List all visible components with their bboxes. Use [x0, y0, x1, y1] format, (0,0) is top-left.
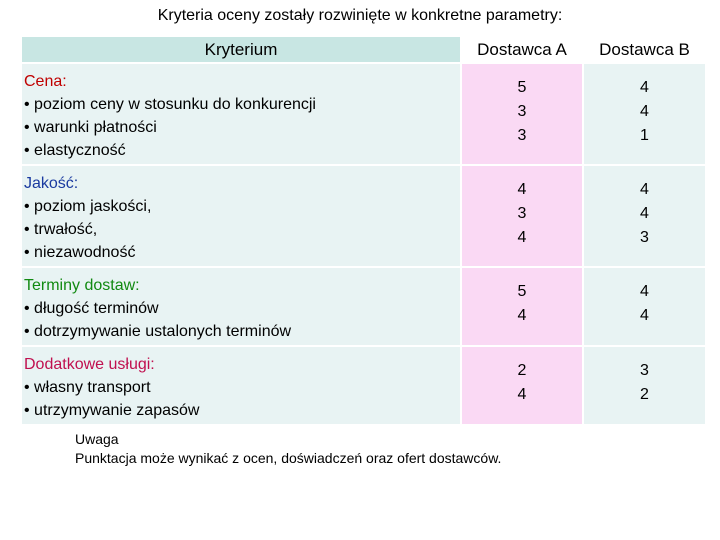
table-row: [22, 64, 705, 164]
score: 4: [517, 307, 527, 324]
table-row: [22, 166, 705, 266]
criterion-item: • niezawodność: [24, 244, 136, 261]
score: 4: [640, 307, 649, 324]
criterion-cell: [22, 64, 460, 164]
criterion-name: Jakość:: [24, 175, 79, 192]
header-supplier-a: Dostawca A: [462, 37, 582, 62]
supplier-b-scores: [584, 166, 705, 266]
score: 4: [517, 229, 527, 246]
criterion-item: • trwałość,: [24, 221, 98, 238]
criterion-item: • poziom jaskości,: [24, 198, 152, 215]
criteria-table: [20, 35, 707, 426]
score: 4: [517, 386, 527, 403]
supplier-b-scores: [584, 347, 705, 424]
criterion-item: • elastyczność: [24, 142, 126, 159]
criterion-name: Terminy dostaw:: [24, 277, 140, 294]
score: 2: [517, 362, 527, 379]
note-heading: Uwaga: [75, 431, 119, 447]
page-title: Kryteria oceny zostały rozwinięte w konkretne parametry:: [157, 7, 563, 24]
supplier-a-scores: [462, 64, 582, 164]
note-block: [75, 430, 501, 468]
criterion-item: • długość terminów: [24, 300, 159, 317]
score: 4: [640, 79, 649, 96]
criterion-item: • dotrzymywanie ustalonych terminów: [24, 323, 292, 340]
criterion-item: • własny transport: [24, 379, 151, 396]
supplier-a-scores: [462, 166, 582, 266]
table-row: [22, 347, 705, 424]
supplier-b-scores: [584, 268, 705, 345]
score: 4: [640, 283, 649, 300]
criterion-name: Dodatkowe usługi:: [24, 356, 155, 373]
criterion-cell: [22, 166, 460, 266]
score: 4: [517, 181, 527, 198]
score: 3: [517, 127, 527, 144]
score: 3: [517, 205, 527, 222]
criterion-cell: [22, 268, 460, 345]
score: 3: [640, 362, 649, 379]
score: 5: [517, 283, 527, 300]
table-row: [22, 268, 705, 345]
score: 4: [640, 205, 649, 222]
score: 1: [640, 127, 649, 144]
criterion-item: • warunki płatności: [24, 119, 157, 136]
score: 4: [640, 103, 649, 120]
score: 3: [640, 229, 649, 246]
score: 2: [640, 386, 649, 403]
note-text: Punktacja może wynikać z ocen, doświadczeń oraz ofert dostawców.: [75, 450, 502, 466]
score: 4: [640, 181, 649, 198]
score: 5: [517, 79, 527, 96]
score: 3: [517, 103, 527, 120]
supplier-b-scores: [584, 64, 705, 164]
table-header-row: [22, 37, 705, 62]
criterion-item: • poziom ceny w stosunku do konkurencji: [24, 96, 316, 113]
supplier-a-scores: [462, 347, 582, 424]
criterion-item: • utrzymywanie zapasów: [24, 402, 200, 419]
criterion-name: Cena:: [24, 73, 67, 90]
header-supplier-b: Dostawca B: [584, 37, 705, 62]
criterion-cell: [22, 347, 460, 424]
supplier-a-scores: [462, 268, 582, 345]
header-criterion: Kryterium: [22, 37, 460, 62]
